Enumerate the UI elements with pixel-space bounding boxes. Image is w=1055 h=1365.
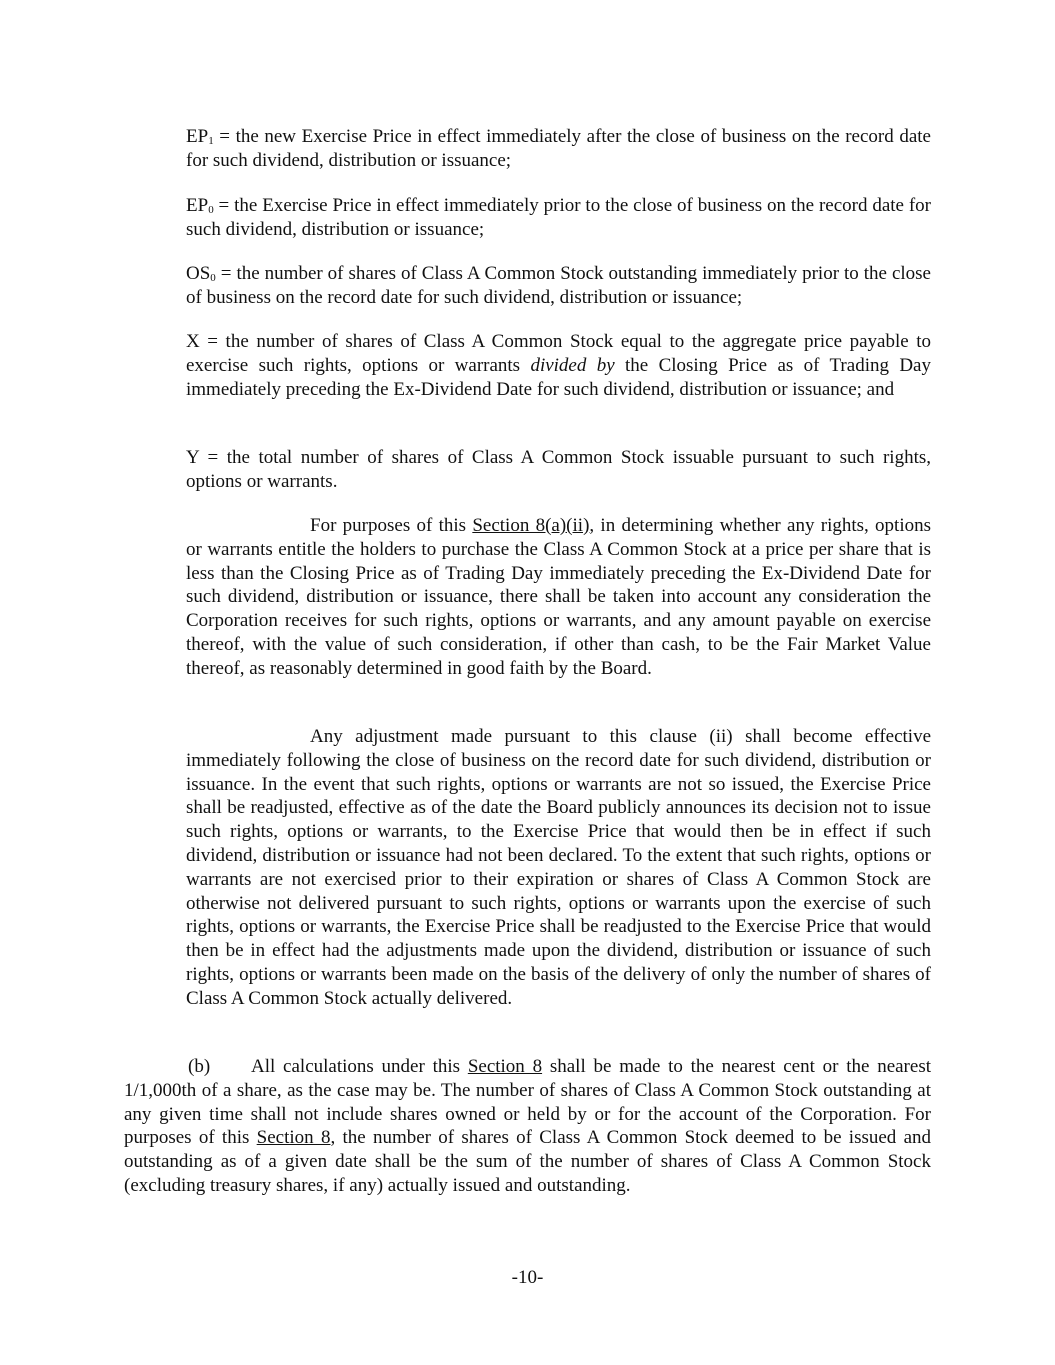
paragraph-b-part2: shall be made to the nearest cent or the nearest 1/1,000th of a share, as the case may be. The number of shares of Class A Common Stock outstanding at any given time shall not include shares owned or held by or for the account of the Corporation. For purposes of this — [124, 1056, 931, 1149]
subscript-ep0: 0 — [208, 204, 214, 216]
definition-x-italic: divided by — [530, 354, 615, 376]
symbol-os0: OS — [186, 263, 211, 284]
section-reference-link: Section 8(a)(ii) — [472, 515, 590, 536]
adjustment-text: Any adjustment made pursuant to this clause (ii) shall become effective immediately following the close of business on the record date for such dividend, distribution or issuance. In the event that such rights, options or warrants are not so issued, the Exercise Price shall be readjusted, effective as of the date the Board publicly announces its decision not to issue such rights, options or warrants, to the Exercise Price that would then be in effect if such dividend, distribution or issuance had not been declared. To the extent that such rights, options or warrants are not exercised prior to their expiration or shares of Class A Common Stock are otherwise not delivered pursuant to such rights, options or warrants upon the exercise of such rights, options or warrants, the Exercise Price shall be readjusted to the Exercise Price that would then be in effect had the adjustments made upon the dividend, distribution or issuance of such rights, options or warrants been made on the basis of the delivery of only the number of shares of Class A Common Stock actually delivered. — [186, 726, 931, 1009]
page-number: -10- — [511, 1267, 544, 1288]
paragraph-adjustment — [186, 725, 931, 1011]
definition-x-text-after: the Closing Price as of Trading Day immediately preceding the Ex-Dividend Date for such dividend, distribution or issuance; and — [186, 354, 931, 400]
purposes-before-ref: For purposes of this — [310, 515, 473, 536]
paragraph-purposes — [186, 514, 931, 681]
subscript-ep1: 1 — [208, 135, 214, 147]
definition-y — [186, 446, 931, 494]
paragraph-b-label: (b) — [188, 1056, 211, 1077]
section-8-reference: Section 8 — [256, 1127, 331, 1149]
paragraph-b-part1: All calculations under this — [251, 1056, 468, 1077]
definition-x-text-before: X = the number of shares of Class A Common Stock equal to the aggregate price payable to exercise such rights, options or warrants — [186, 331, 931, 376]
definition-os0-text: = the number of shares of Class A Common Stock outstanding immediately prior to the close of business on the record date for such dividend, distribution or issuance; — [186, 263, 931, 308]
definition-x — [186, 330, 931, 401]
definition-os0 — [186, 262, 931, 310]
definition-ep1 — [186, 125, 931, 173]
definition-y-text: Y = the total number of shares of Class A Common Stock issuable pursuant to such rights, options or warrants. — [186, 447, 931, 492]
symbol-ep1: EP — [186, 126, 209, 147]
purposes-after-ref: , in determining whether any rights, options or warrants entitle the holders to purchase the Class A Common Stock at a price per share that is less than the Closing Price as of Trading Day immediately preceding the Ex-Dividend Date for such dividend, distribution or issuance, there shall be taken into account any consideration the Corporation receives for such rights, options or warrants, and any amount payable on exercise thereof, with the value of such consideration, if other than cash, to be the Fair Market Value thereof, as reasonably determined in good faith by the Board. — [186, 515, 931, 679]
section-8-reference: Section 8 — [467, 1056, 543, 1077]
definition-ep1-text: = the new Exercise Price in effect immediately after the close of business on the record date for such dividend, distribution or issuance; — [186, 126, 931, 171]
definition-ep0 — [186, 194, 931, 242]
symbol-ep0: EP — [186, 195, 209, 216]
paragraph-b — [124, 1055, 931, 1198]
subscript-os0: 0 — [210, 272, 216, 284]
definition-ep0-text: = the Exercise Price in effect immediately prior to the close of business on the record date for such dividend, distribution or issuance; — [186, 195, 931, 240]
paragraph-b-part3: , the number of shares of Class A Common Stock deemed to be issued and outstanding as of a given date shall be the sum of the number of shares of Class A Common Stock (excluding treasury shares, if any) actually issued and outstanding. — [124, 1127, 932, 1196]
